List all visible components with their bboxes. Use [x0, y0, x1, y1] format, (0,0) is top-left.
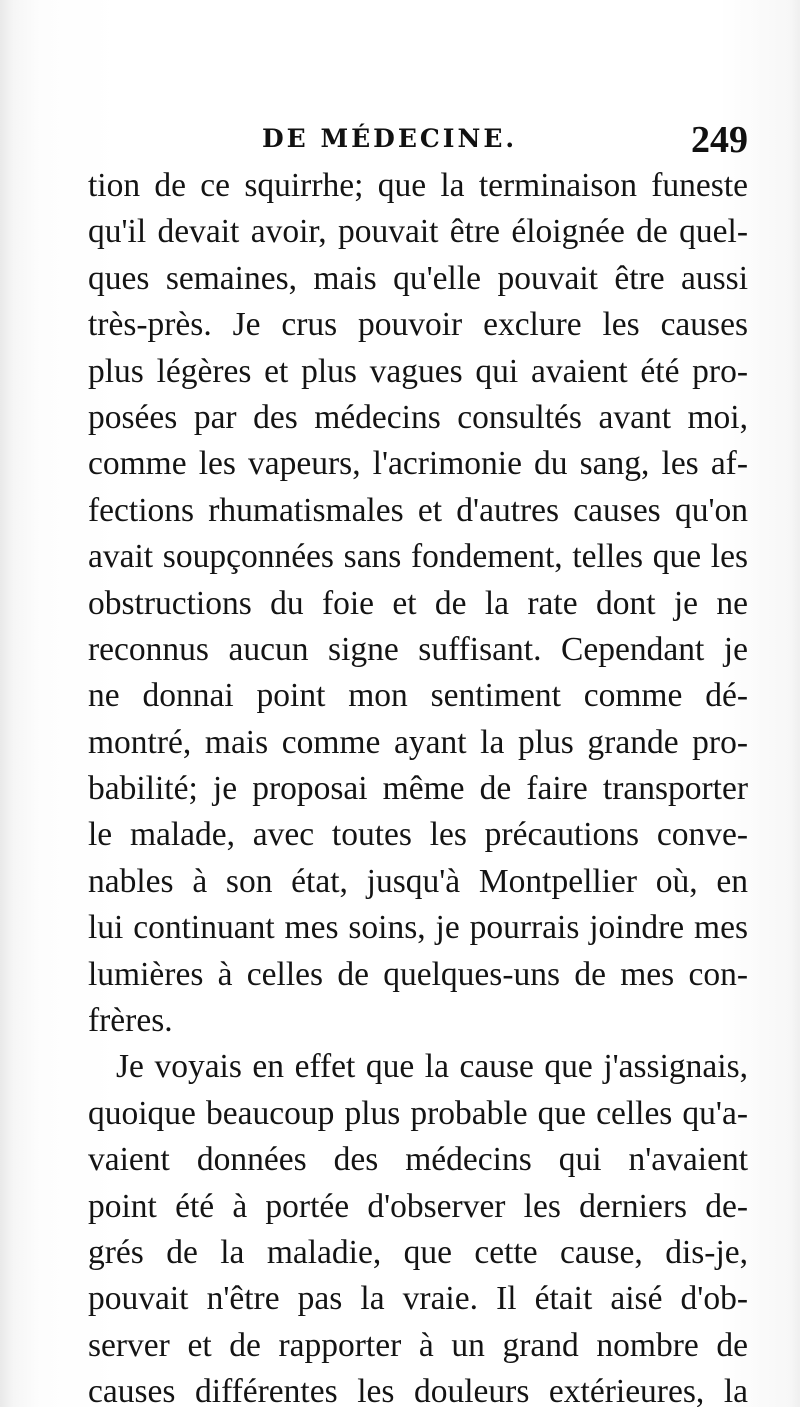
text-line-18: lumières à celles de quelques-uns de mes con-: [88, 955, 748, 993]
text-line-25: pouvait n'être pas la vraie. Il était aisé d'ob-: [88, 1280, 748, 1318]
text-line-3: ques semaines, mais qu'elle pouvait être aussi: [88, 259, 748, 297]
text-line-10: obstructions du foie et de la rate dont je ne: [88, 584, 748, 622]
text-line-8: fections rhumatismales et d'autres causes qu'on: [88, 491, 748, 529]
text-line-13: montré, mais comme ayant la plus grande pro-: [88, 723, 748, 761]
text-line-15: le malade, avec toutes les précautions conve-: [88, 816, 748, 854]
text-line-4: très-près. Je crus pouvoir exclure les causes: [88, 306, 748, 344]
text-line-11: reconnus aucun signe suffisant. Cependant je: [88, 630, 748, 668]
text-line-24: grés de la maladie, que cette cause, dis-je,: [88, 1233, 748, 1271]
text-line-27: causes différentes les douleurs extérieures, la: [88, 1373, 748, 1407]
text-line-14: babilité; je proposai même de faire transporter: [88, 770, 748, 808]
text-line-2: qu'il devait avoir, pouvait être éloignée de quel-: [88, 213, 748, 251]
page-header: [88, 118, 748, 162]
page-number: 249: [691, 119, 748, 161]
running-head: DE MÉDECINE.: [262, 124, 518, 153]
text-line-17: lui continuant mes soins, je pourrais joindre mes: [88, 909, 748, 947]
text-line-20: Je voyais en effet que la cause que j'assignais,: [116, 1048, 748, 1086]
text-line-6: posées par des médecins consultés avant moi,: [88, 398, 748, 436]
text-line-1: tion de ce squirrhe; que la terminaison funeste: [88, 167, 748, 204]
text-line-5: plus légères et plus vagues qui avaient été pro-: [88, 352, 748, 390]
text-line-9: avait soupçonnées sans fondement, telles que les: [88, 538, 748, 576]
text-line-16: nables à son état, jusqu'à Montpellier où, en: [88, 862, 748, 900]
text-line-21: quoique beaucoup plus probable que celles qu'a-: [88, 1094, 748, 1132]
text-line-7: comme les vapeurs, l'acrimonie du sang, les af-: [88, 445, 748, 483]
text-line-26: server et de rapporter à un grand nombre de: [88, 1326, 748, 1364]
text-line-22: vaient données des médecins qui n'avaient: [88, 1141, 748, 1179]
text-line-12: ne donnai point mon sentiment comme dé-: [88, 677, 748, 715]
text-line-23: point été à portée d'observer les derniers de-: [88, 1187, 748, 1225]
body-text: [88, 163, 748, 1407]
text-line-19: frères.: [88, 1002, 173, 1040]
